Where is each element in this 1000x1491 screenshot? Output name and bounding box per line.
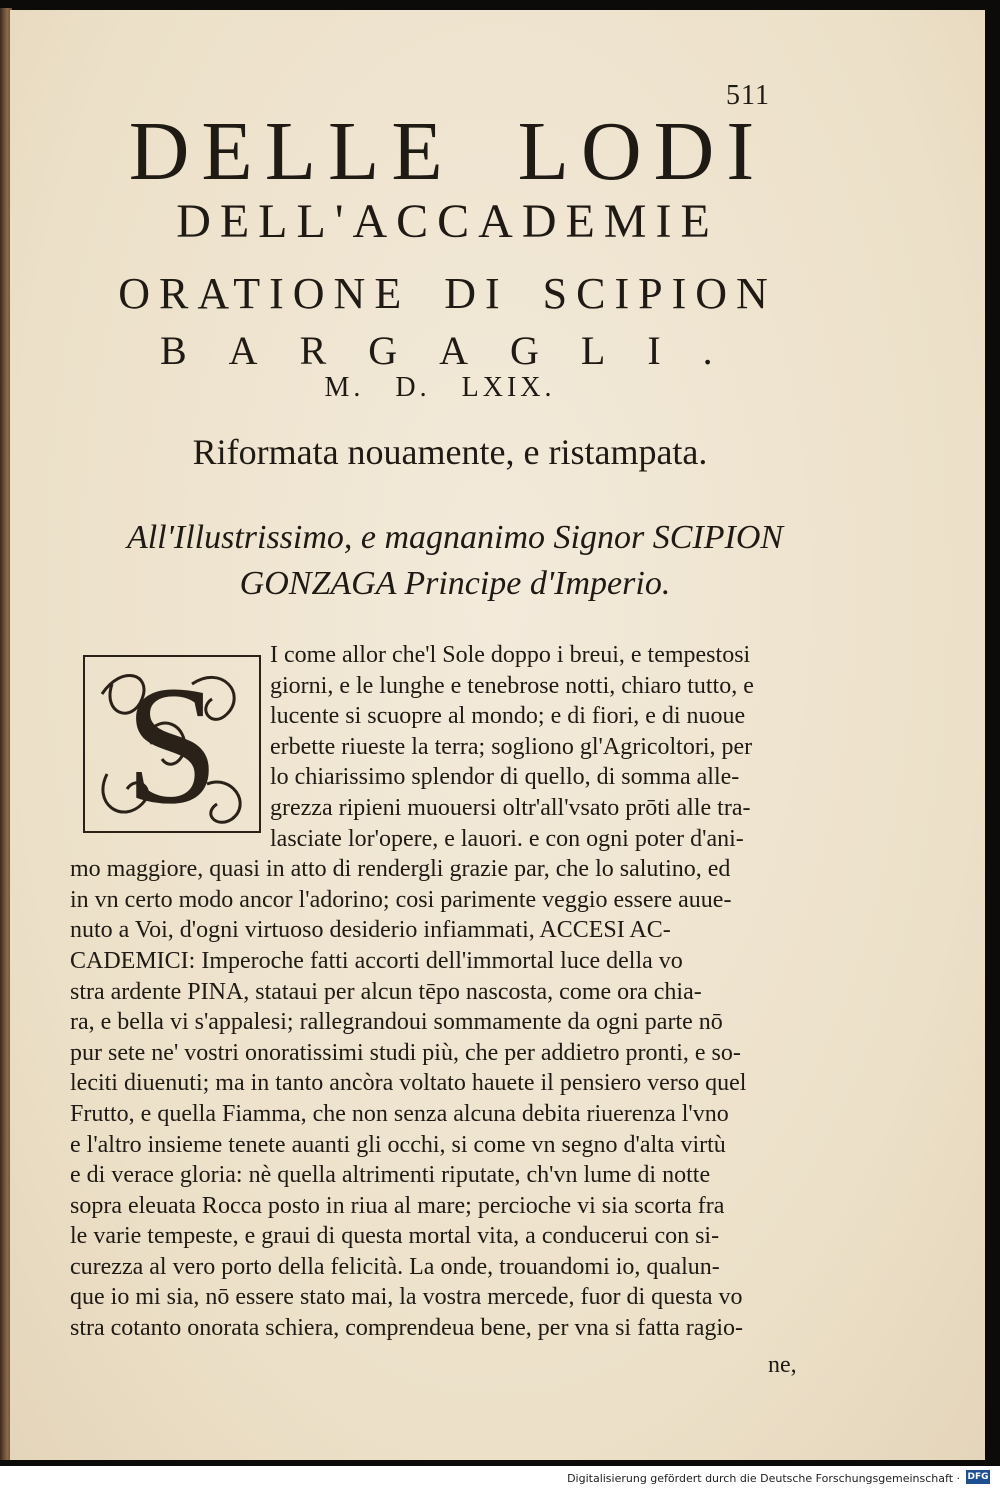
body-line: lo chiarissimo splendor di quello, di somma alle- bbox=[270, 764, 740, 791]
body-line: in vn certo modo ancor l'adorino; cosi parimente veggio essere auue- bbox=[70, 886, 732, 913]
revision-note: Riformata nouamente, e ristampata. bbox=[192, 432, 708, 472]
body-line: leciti diuenuti; ma in tanto ancòra voltato hauete il pensiero verso quel bbox=[70, 1070, 747, 1097]
body-line: e di verace gloria: nè quella altrimenti riputate, ch'vn lume di notte bbox=[70, 1162, 711, 1189]
body-line: grezza ripieni muouersi oltr'all'vsato prōti alle tra- bbox=[270, 794, 751, 821]
catchword: ne, bbox=[768, 1352, 797, 1378]
body-text bbox=[70, 640, 840, 1344]
body-line: stra cotanto onorata schiera, comprendeua bene, per vna si fatta ragio- bbox=[70, 1315, 744, 1342]
body-line: I come allor che'l Sole doppo i breui, e tempestosi bbox=[270, 642, 751, 668]
body-line: curezza al vero porto della felicità. La onde, trouandomi io, qualun- bbox=[70, 1253, 720, 1280]
body-line: lucente si scuopre al mondo; e di fiori, e di nuoue bbox=[270, 703, 746, 730]
page-title: DELLE LODI bbox=[128, 105, 767, 198]
body-line: Frutto, e quella Fiamma, che non senza alcuna debita riuerenza l'vno bbox=[70, 1100, 729, 1127]
dedication-line-2: GONZAGA Principe d'Imperio. bbox=[239, 565, 671, 602]
body-line: giorni, e le lunghe e tenebrose notti, chiaro tutto, e bbox=[270, 672, 754, 699]
author-name: BARGAGLI. bbox=[160, 328, 755, 373]
subtitle-oratione: ORATIONE DI SCIPION bbox=[118, 269, 777, 318]
publication-date: M. D. LXIX. bbox=[324, 372, 556, 403]
subtitle-accademie: DELL'ACCADEMIE bbox=[176, 195, 719, 248]
scanned-page bbox=[10, 10, 985, 1460]
body-line: pur sete ne' vostri onoratissimi studi più, che per addietro pronti, e so- bbox=[70, 1039, 741, 1066]
dedication bbox=[50, 515, 860, 607]
body-line: CADEMICI: Imperoche fatti accorti dell'immortal luce della vo bbox=[70, 947, 683, 974]
digitization-credit: Digitalisierung gefördert durch die Deutsche Forschungsgemeinschaft · bbox=[567, 1472, 960, 1485]
body-line: e l'altro insieme tenete auanti gli occhi, si come vn segno d'alta virtù bbox=[70, 1131, 726, 1158]
dedication-line-1: All'Illustrissimo, e magnanimo Signor SCIPION bbox=[126, 519, 784, 556]
dfg-logo-icon: DFG bbox=[967, 1472, 989, 1482]
body-line: le varie tempeste, e graui di questa mortal vita, a conducerui con si- bbox=[70, 1223, 720, 1250]
body-line: que io mi sia, nō essere stato mai, la vostra mercede, fuor di questa vo bbox=[70, 1284, 743, 1311]
body-line: nuto a Voi, d'ogni virtuoso desiderio infiammati, ACCESI AC- bbox=[70, 917, 671, 944]
body-line: ra, e bella vi s'appalesi; rallegrandoui sommamente da ogni parte nō bbox=[70, 1009, 723, 1036]
initial-letter: S bbox=[124, 654, 220, 834]
body-line: stra ardente PINA, stataui per alcun tēpo nascosta, come ora chia- bbox=[70, 978, 702, 1005]
body-line: lasciate lor'opere, e lauori. e con ogni poter d'ani- bbox=[270, 825, 744, 852]
body-line: sopra eleuata Rocca posto in riua al mare; percioche vi sia scorta fra bbox=[70, 1192, 725, 1219]
page-number: 511 bbox=[726, 80, 770, 111]
body-line: erbette riueste la terra; sogliono gl'Agricoltori, per bbox=[270, 733, 753, 760]
body-line: mo maggiore, quasi in atto di rendergli grazie par, che lo salutino, ed bbox=[70, 856, 731, 883]
